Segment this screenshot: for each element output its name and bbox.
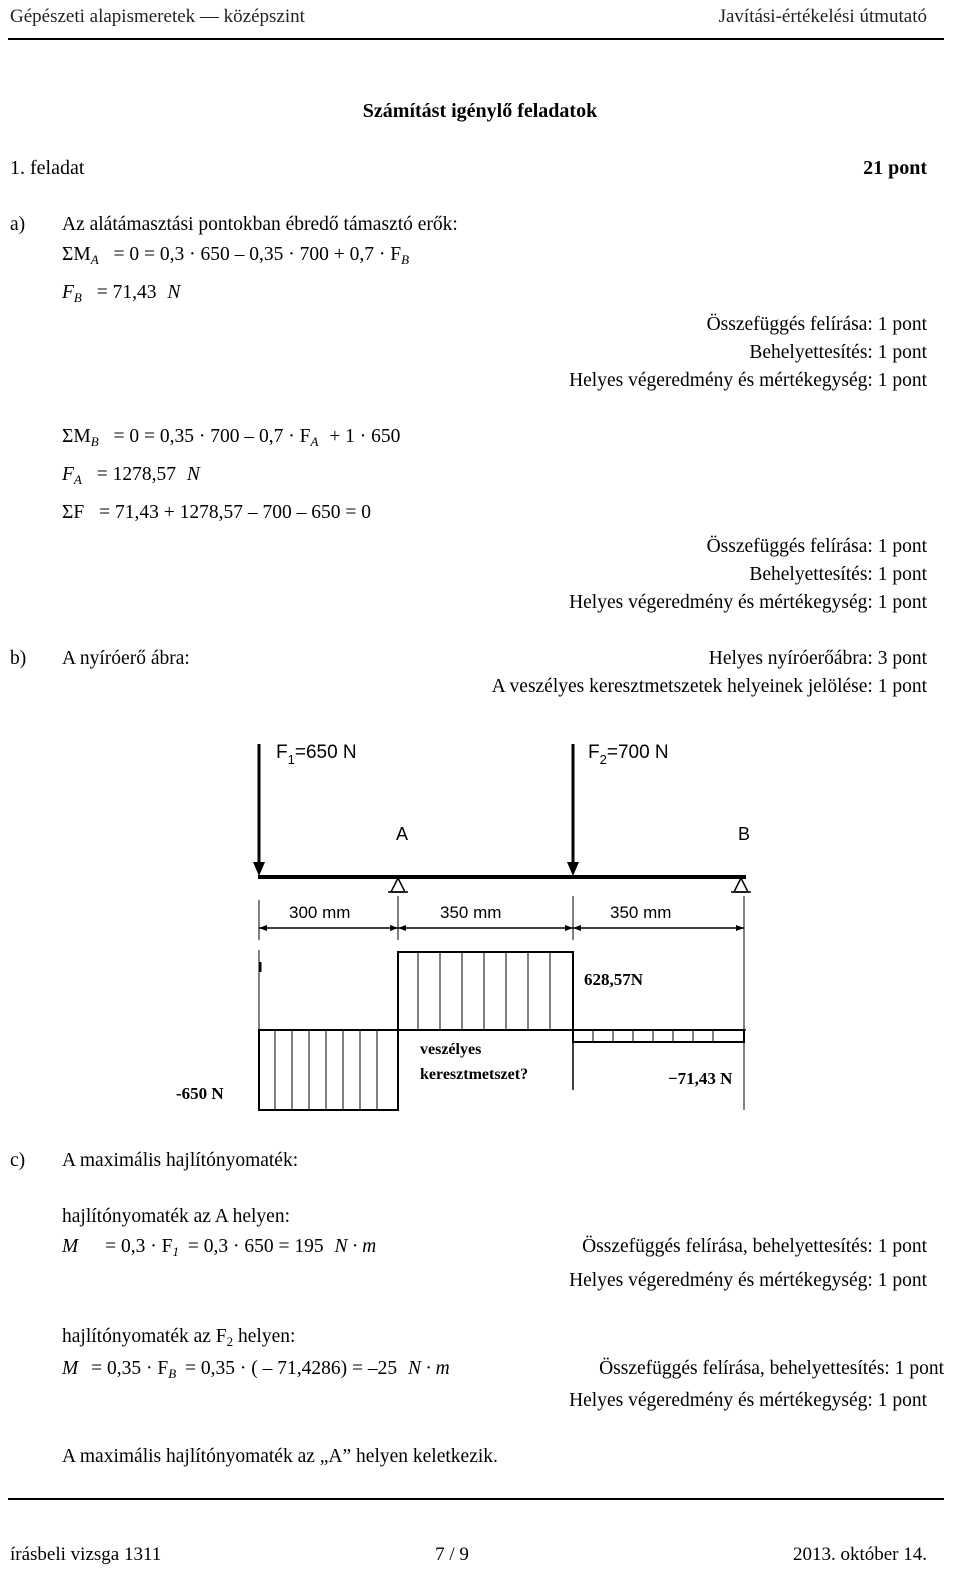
eq-sub: B [90, 434, 99, 449]
part-a-marker: a) [10, 214, 26, 235]
eq-rhs-tail: = 0,3 · 650 = 195 [187, 1236, 324, 1257]
eq-rhs: = 71,43 [96, 282, 157, 303]
f2-symbol: F [588, 742, 600, 763]
equation-moment-at-f2 [62, 1358, 450, 1382]
support-a-label: A [396, 824, 409, 844]
dimension-2: 350 mm [440, 903, 502, 922]
f1-sub: 1 [287, 752, 295, 767]
eq-rhs-tail: + 1 · 650 [329, 426, 401, 447]
eq-rhs-tail: = 0,35 · ( – 71,4286) = –25 [185, 1358, 398, 1379]
part-c-sub1: hajlítónyomaték az A helyen: [62, 1206, 290, 1227]
support-b-label: B [738, 824, 751, 844]
part-c-marker: c) [10, 1150, 26, 1171]
eq-unit: N [186, 464, 200, 485]
force-label-f2 [588, 742, 669, 767]
task-label: 1. feladat [10, 157, 85, 179]
eq-rhs-sub: A [310, 434, 319, 449]
shear-value-negative-left: -650 N [176, 1084, 224, 1103]
part-b-text: A nyíróerő ábra: [62, 648, 190, 669]
eq-rhs: = 1278,57 [96, 464, 176, 485]
eq-lhs: F [62, 282, 74, 303]
eq-sub: 1 [172, 1244, 179, 1259]
force-arrow-f1 [253, 744, 265, 876]
score-formula-2: Összefüggés felírása: 1 pont [706, 536, 927, 557]
task-points: 21 pont [863, 157, 927, 179]
shear-region-positive [398, 952, 573, 1030]
f2-sub: 2 [599, 752, 607, 767]
eq-unit: N · m [334, 1236, 377, 1257]
eq-unit: N [167, 282, 181, 303]
footer-center: 7 / 9 [435, 1544, 469, 1565]
f1-symbol: F [276, 742, 288, 763]
shear-region-negative-left [259, 1030, 398, 1110]
eq-lhs: M [62, 1236, 79, 1257]
part-c-sub2 [62, 1326, 295, 1350]
score-result-3: Helyes végeredmény és mértékegység: 1 pont [569, 1270, 927, 1291]
danger-label-line1: veszélyes [420, 1041, 482, 1058]
eq-lhs: M [62, 1358, 79, 1379]
part-b-marker: b) [10, 648, 27, 669]
eq-lhs: ΣM [62, 244, 91, 265]
force-arrow-f2 [567, 744, 579, 876]
sub2-prefix: hajlítónyomaték az F [62, 1326, 227, 1347]
eq-lhs: F [62, 464, 74, 485]
header-left: Gépészeti alapismeretek — középszint [10, 6, 305, 27]
support-b-icon [731, 878, 751, 892]
eq-sub: B [168, 1366, 177, 1381]
eq-rhs: = 0,3 · F [105, 1236, 173, 1257]
conclusion: A maximális hajlítónyomaték az „A” helyen keletkezik. [62, 1446, 498, 1467]
part-a-intro: Az alátámasztási pontokban ébredő támasztó erők: [62, 214, 458, 235]
f2-value: =700 N [606, 742, 669, 763]
score-combined-1: Összefüggés felírása, behelyettesítés: 1 pont [582, 1236, 927, 1257]
eq-unit: N · m [408, 1358, 450, 1379]
footer-right: 2013. október 14. [792, 1544, 927, 1565]
shear-region-negative-right [573, 1030, 744, 1042]
eq-lhs: ΣM [62, 426, 91, 447]
score-shear-diagram: Helyes nyíróerőábra: 3 pont [708, 648, 927, 669]
danger-label-line2: keresztmetszet? [420, 1066, 529, 1083]
eq-rhs: = 71,43 + 1278,57 – 700 – 650 = 0 [99, 502, 371, 523]
eq-rhs: = 0 = 0,3 · 650 – 0,35 · 700 + 0,7 · F [113, 244, 402, 265]
score-combined-2: Összefüggés felírása, behelyettesítés: 1 pont [599, 1358, 944, 1379]
support-a-icon [388, 878, 408, 892]
shear-value-negative-right: −71,43 N [668, 1069, 733, 1088]
score-dangerous-sections: A veszélyes keresztmetszetek helyeinek jelölése: 1 pont [491, 676, 927, 697]
shear-value-positive: 628,57N [584, 970, 644, 989]
score-substitution-2: Behelyettesítés: 1 pont [749, 564, 927, 585]
eq-rhs: = 0 = 0,35 · 700 – 0,7 · F [113, 426, 311, 447]
eq-rhs-sub: B [401, 252, 410, 267]
eq-sub: A [73, 472, 82, 487]
eq-sub: B [73, 290, 82, 305]
dimension-3: 350 mm [610, 903, 672, 922]
header-right: Javítási-értékelési útmutató [718, 6, 927, 27]
force-label-f1 [276, 742, 357, 767]
score-result-1: Helyes végeredmény és mértékegység: 1 pont [569, 370, 927, 391]
part-c-title: A maximális hajlítónyomaték: [62, 1150, 299, 1171]
sub2-suffix: helyen: [233, 1326, 296, 1347]
dimension-1: 300 mm [289, 903, 351, 922]
sub2-sub: 2 [226, 1334, 234, 1349]
score-result-4: Helyes végeredmény és mértékegység: 1 pont [569, 1390, 927, 1411]
f1-value: =650 N [294, 742, 357, 763]
footer-left: írásbeli vizsga 1311 [10, 1544, 162, 1565]
footer-rule [8, 1498, 944, 1500]
section-title: Számítást igénylő feladatok [362, 100, 598, 122]
score-result-2: Helyes végeredmény és mértékegység: 1 pont [569, 592, 927, 613]
equation-moment-at-a [62, 1236, 376, 1260]
eq-rhs: = 0,35 · F [91, 1358, 169, 1379]
eq-lhs: ΣF [62, 502, 85, 523]
score-formula-1: Összefüggés felírása: 1 pont [706, 314, 927, 335]
score-substitution-1: Behelyettesítés: 1 pont [749, 342, 927, 363]
eq-sub: A [90, 252, 99, 267]
